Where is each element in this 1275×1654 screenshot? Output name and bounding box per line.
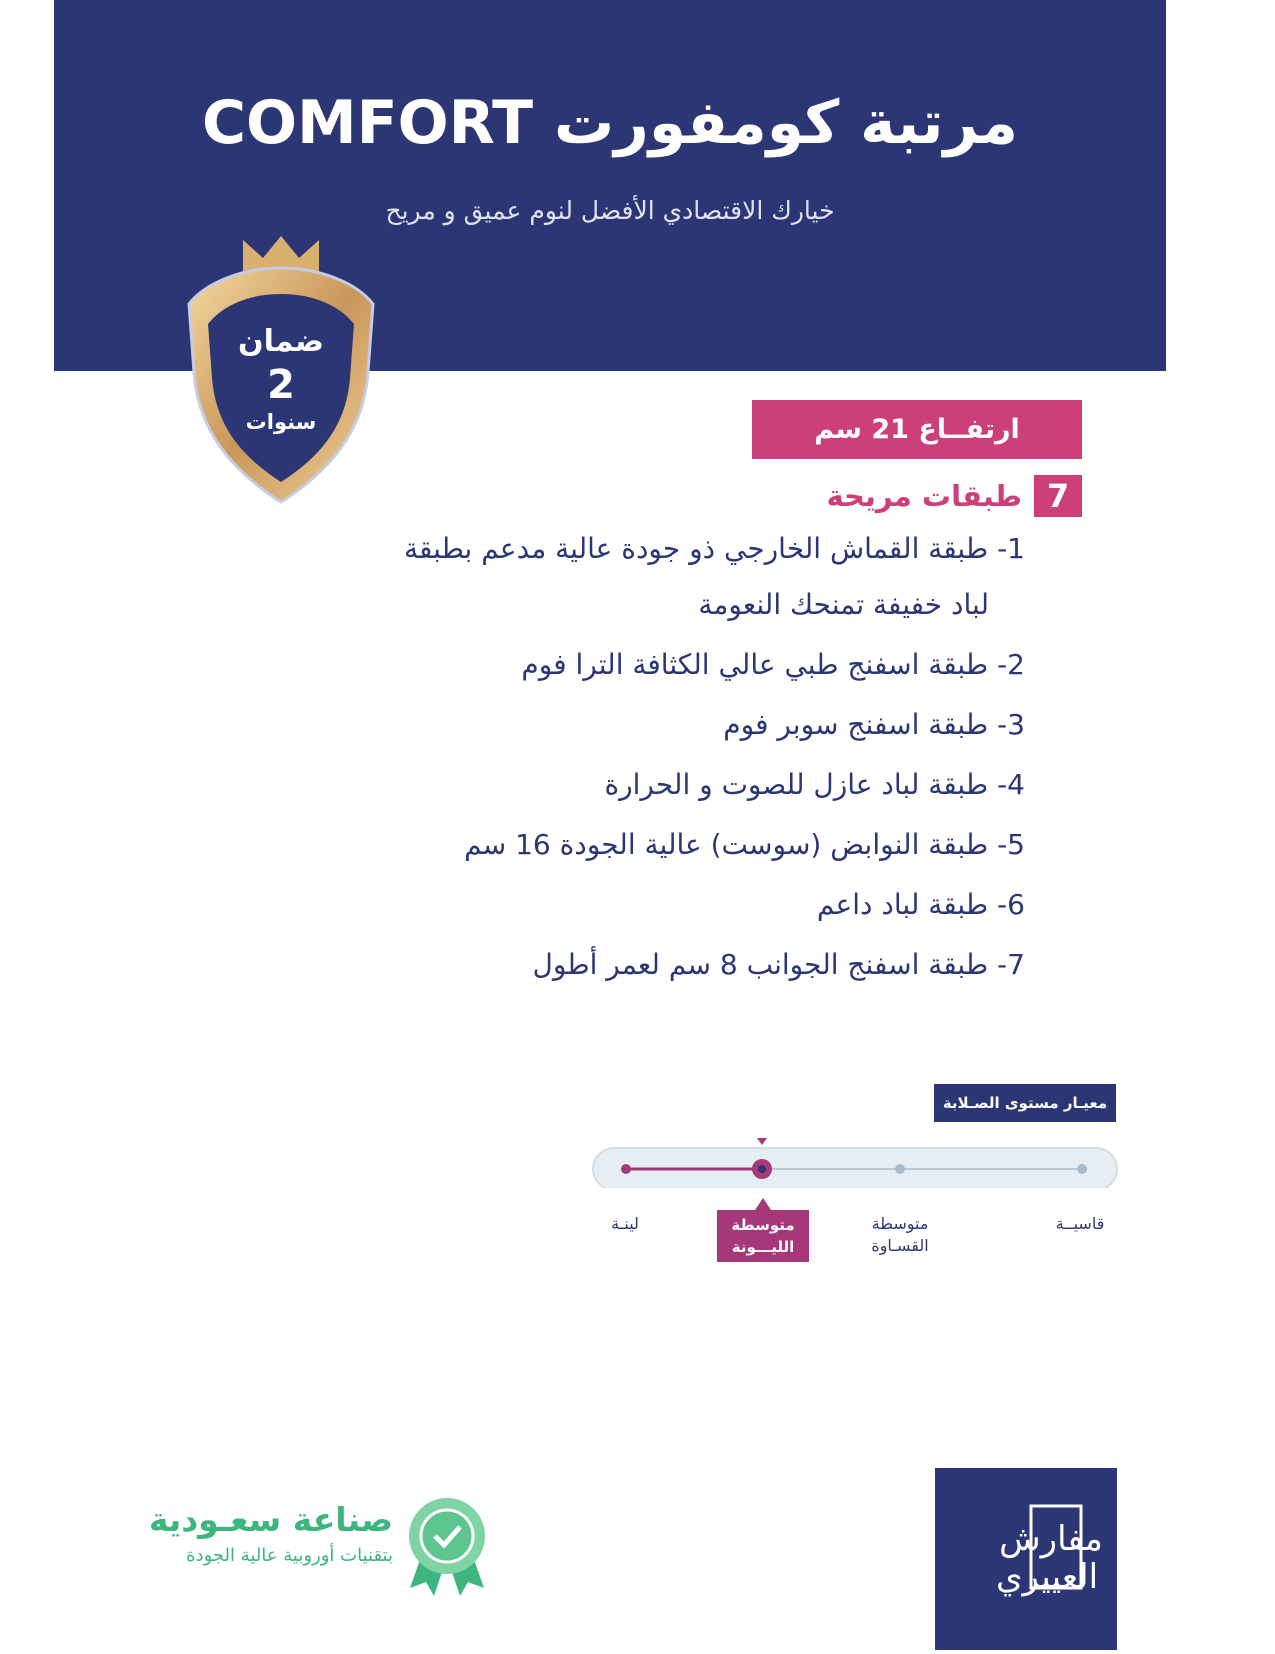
firmness-label-medium-firm <box>860 1213 940 1257</box>
firmness-scale <box>585 1132 1125 1188</box>
firmness-label-soft-text: لينـة <box>611 1214 639 1233</box>
firmness-dot-soft <box>621 1164 631 1174</box>
firmness-label-medium-firm-line1: متوسطة <box>871 1214 929 1233</box>
layers-count: 7 <box>1034 475 1082 517</box>
layers-label: طبقات مريحة <box>826 479 1022 513</box>
firmness-label-selected-line2: الليـــونة <box>731 1238 795 1256</box>
brand-logo-line2: العييري <box>995 1557 1099 1597</box>
made-in-subtitle: بتقنيات أوروبية عالية الجودة <box>186 1545 393 1566</box>
warranty-years: 2 <box>267 362 295 408</box>
list-item-text-continued: لباد خفيفة تمنحك النعومة <box>698 588 989 621</box>
firmness-dot-firm <box>1077 1164 1087 1174</box>
warranty-unit: سنوات <box>245 410 317 434</box>
firmness-label-firm <box>1040 1213 1120 1235</box>
firmness-label-selected <box>717 1210 809 1262</box>
list-item-text: 1- طبقة القماش الخارجي ذو جودة عالية مدعم بطبقة <box>403 532 1025 565</box>
layers-heading <box>826 475 1082 517</box>
list-item <box>325 530 1025 624</box>
warranty-badge <box>168 232 394 508</box>
firmness-dot-medium-firm <box>895 1164 905 1174</box>
list-item: 6- طبقة لباد داعم <box>816 888 1025 921</box>
list-item: 3- طبقة اسفنج سوبر فوم <box>723 708 1025 741</box>
firmness-label-selected-line1: متوسطة <box>731 1216 795 1234</box>
quality-seal-icon <box>404 1496 490 1596</box>
warranty-label: ضمان <box>238 324 324 359</box>
height-label: ارتفــاع 21 سم <box>752 400 1082 459</box>
firmness-label-soft <box>585 1213 665 1235</box>
list-item: 5- طبقة النوابض (سوست) عالية الجودة 16 سم <box>464 828 1025 861</box>
brand-logo <box>935 1468 1117 1650</box>
firmness-title: معيـار مستوى الصـلابة <box>934 1084 1116 1122</box>
list-item: 2- طبقة اسفنج طبي عالي الكثافة الترا فوم <box>521 648 1025 681</box>
selected-caret-icon <box>755 1198 771 1210</box>
brand-logo-frame-icon <box>935 1468 1117 1650</box>
list-item: 7- طبقة اسفنج الجوانب 8 سم لعمر أطول <box>532 948 1025 981</box>
list-item: 4- طبقة لباد عازل للصوت و الحرارة <box>604 768 1025 801</box>
firmness-dot-selected-center <box>758 1165 766 1173</box>
brand-logo-line1: مفارش <box>999 1519 1103 1559</box>
made-in-saudi <box>149 1500 393 1566</box>
page-title: مرتبة كومفورت COMFORT <box>201 88 1019 158</box>
made-in-title: صناعة سعـودية <box>148 1500 393 1539</box>
firmness-label-firm-text: قاسيــة <box>1055 1214 1105 1233</box>
page-subtitle: خيارك الاقتصادي الأفضل لنوم عميق و مريح <box>385 196 835 225</box>
firmness-label-medium-firm-line2: القسـاوة <box>871 1236 929 1255</box>
firmness-pointer-icon <box>757 1138 767 1145</box>
layers-list <box>325 530 1025 1006</box>
